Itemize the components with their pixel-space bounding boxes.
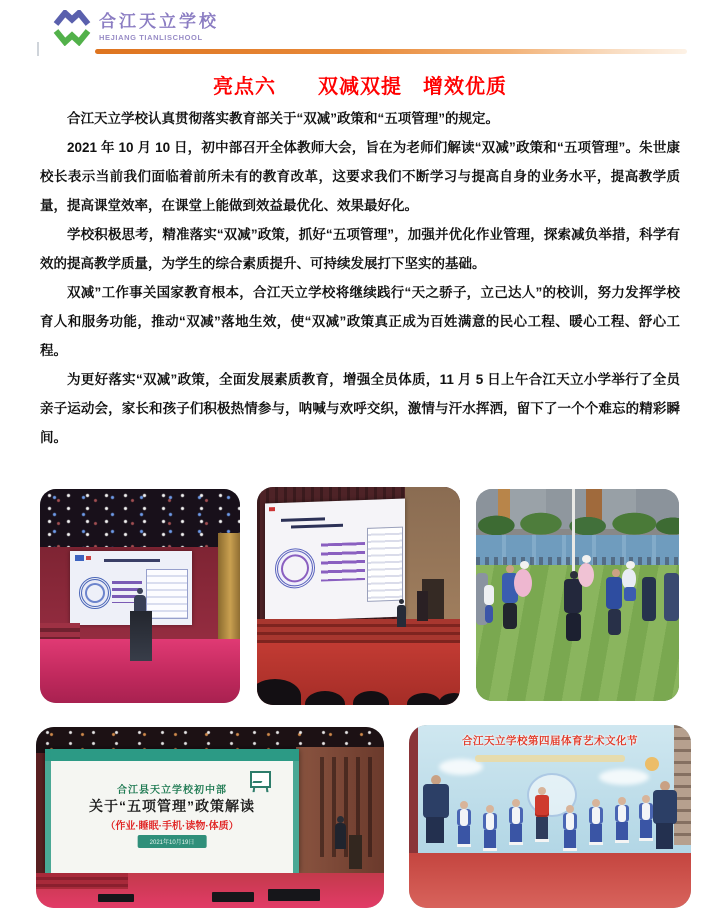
podium xyxy=(349,835,362,869)
person-figure xyxy=(642,577,656,621)
article-body xyxy=(40,104,680,452)
school-logo-text xyxy=(99,13,219,42)
slide-subtitle: （作业·睡眠·手机·读物·体质） xyxy=(105,821,239,832)
parent-figure xyxy=(606,577,622,609)
slide-date-badge: 2021年10月19日 xyxy=(138,835,207,848)
article-paragraph: 为更好落实“双减”政策，全面发展素质教育，增强全员体质，11 月 5 日上午合江天立小学举行了全员亲子运动会，家长和孩子们积极热情参与，呐喊与欢呼交织，激情与汗水挥洒，留下了一个个难忘的精彩瞬间。 xyxy=(40,372,680,445)
page-title: 亮点六 双减双提 增效优质 xyxy=(213,76,507,98)
article-paragraph: 2021 年 10 月 10 日，初中部召开全体教师大会，旨在为老师们解读“双减”政策和“五项管理”。朱世康校长表示当前我们面临着前所未有的教育改革，这要求我们不断学习与提高自身的业务水平，提高教学质量，提高课堂效率，在课堂上能做到效益最优化、效果最好化。 xyxy=(40,140,680,213)
photo-policy-presentation xyxy=(36,727,384,908)
student-figure xyxy=(484,585,494,605)
school-logo-icon xyxy=(52,10,92,46)
teacher-figure xyxy=(653,781,677,851)
backdrop-subtitle-strip xyxy=(475,755,625,762)
article-paragraph: 双减”工作事关国家教育根本，合江天立学校将继续践行“天之骄子，立己达人”的校训，努力发挥学校育人和服务功能，推动“双减”落地生效，使“双减”政策真正成为百姓满意的民心工程、暖心工程、舒心工程。 xyxy=(40,285,680,358)
child-figure xyxy=(622,569,636,589)
school-name-cn: 合江天立学校 xyxy=(99,12,219,31)
red-carpet xyxy=(409,853,691,908)
podium xyxy=(130,611,152,661)
photo-award-ceremony xyxy=(409,725,691,908)
photo-meeting-audience xyxy=(257,487,460,705)
article-paragraph: 合江天立学校认真贯彻落实教育部关于“双减”政策和“五项管理”的规定。 xyxy=(67,111,499,126)
stage-monitor xyxy=(268,889,320,901)
child-figure xyxy=(514,569,532,597)
sun-decoration xyxy=(645,757,659,771)
slide-title: 关于“五项管理”政策解读 xyxy=(89,798,255,814)
parent-figure xyxy=(564,579,582,613)
photo-sports-field xyxy=(476,489,679,701)
photo-meeting-speaker xyxy=(40,489,240,703)
tree-line xyxy=(476,505,679,539)
speaker-figure xyxy=(335,823,346,849)
school-name-en: HEJIANG TIANLISCHOOL xyxy=(99,33,203,42)
projector-screen xyxy=(45,749,299,873)
article-paragraph: 学校积极思考，精准落实“双减”政策，抓好“五项管理”，加强并优化作业管理，探索减负举措，科学有效的提高教学质量，为学生的综合素质提升、可持续发展打下坚实的基础。 xyxy=(40,227,680,271)
speaker-figure xyxy=(397,605,406,627)
stage-monitor xyxy=(98,894,134,902)
header-divider-line xyxy=(95,49,687,54)
stage-curtain xyxy=(218,533,240,639)
person-figure xyxy=(664,573,679,621)
header-tick-mark xyxy=(37,42,39,56)
stage-monitor xyxy=(212,892,254,902)
festival-banner-text: 合江天立学校第四届体育艺术文化节 xyxy=(462,735,638,747)
projector-screen xyxy=(265,499,405,622)
child-figure xyxy=(578,563,594,587)
slide-school-name: 合江县天立学校初中部 xyxy=(117,785,227,796)
teacher-figure xyxy=(423,775,449,851)
stage-lights xyxy=(40,489,240,547)
